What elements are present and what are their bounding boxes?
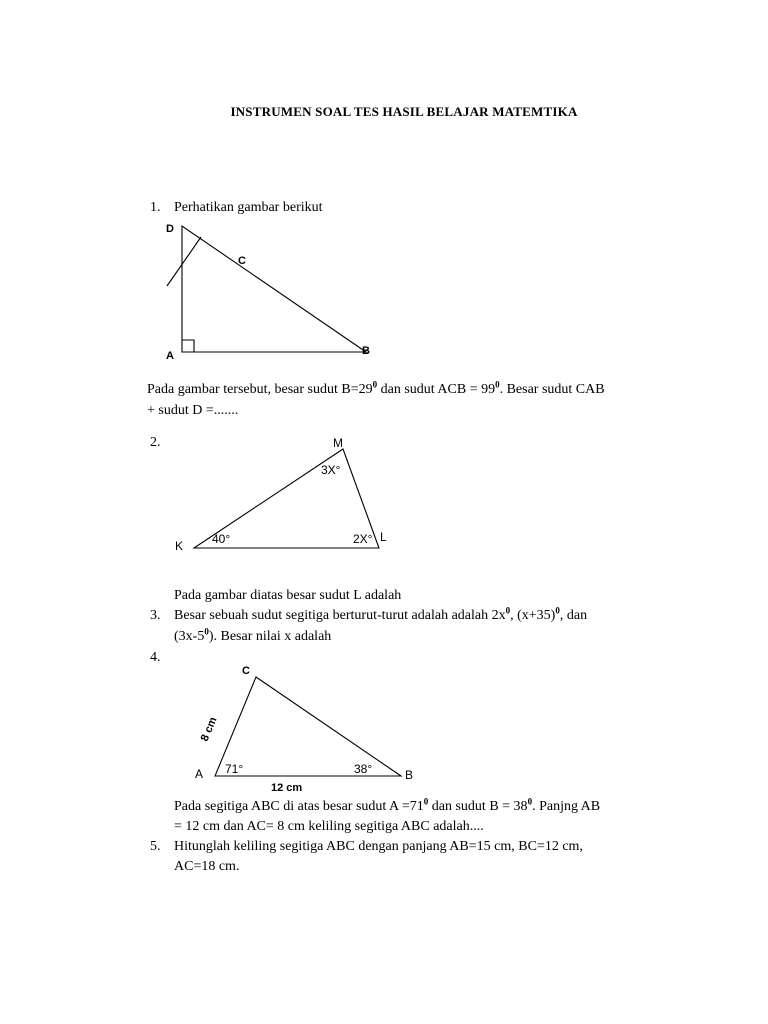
side-ac-label: 8 cm (198, 715, 220, 744)
angle-k-label: 40° (212, 532, 231, 546)
document-title: INSTRUMEN SOAL TES HASIL BELAJAR MATEMTIKA (230, 104, 578, 119)
question-3-text-line2: $(3x-5^0)$. Besar nilai x adalah (174, 626, 332, 644)
question-4-number: 4. (150, 650, 161, 665)
side-ab-label: 12 cm (271, 782, 303, 794)
question-1-lead: Perhatikan gambar berikut (174, 200, 323, 215)
label-k: K (175, 539, 184, 553)
label-d: D (166, 223, 174, 235)
question-5-text-line1: Hitunglah keliling segitiga ABC dengan panjang AB=15 cm, BC=12 cm, (174, 839, 583, 854)
label-a: A (166, 350, 174, 362)
question-5-text-line2: AC=18 cm. (174, 859, 240, 874)
angle-m-label: 3X° (321, 463, 341, 477)
question-2-text: Pada gambar diatas besar sudut L adalah (174, 588, 402, 603)
label-m: M (333, 436, 343, 450)
angle-l-label: 2X° (353, 532, 373, 546)
question-3-text-line1: Besar sebuah sudut segitiga berturut-turut adalah adalah $2x^0$, $(x+35)^0$, dan (174, 605, 588, 623)
question-1-number: 1. (150, 200, 161, 215)
question-5-number: 5. (150, 839, 161, 854)
angle-b-label: 38° (354, 762, 373, 776)
question-4-text-line2: = 12 cm dan AC= 8 cm keliling segitiga ABC adalah.... (174, 819, 484, 834)
label-l: L (380, 530, 387, 544)
question-2-number: 2. (150, 435, 161, 450)
question-4-text-line1: Pada segitiga ABC di atas besar sudut $A =71^0$ dan sudut $B = 38^0$. Panjng AB (174, 796, 601, 814)
question-3-number: 3. (150, 608, 161, 623)
question-1-text-line1: Pada gambar tersebut, besar sudut $B=29^0$ dan sudut ACB = $99^0$. Besar sudut CAB (147, 379, 605, 397)
angle-a-label: 71° (225, 762, 244, 776)
label-a: A (195, 767, 204, 781)
label-b: B (362, 345, 370, 357)
label-b: B (405, 768, 414, 782)
question-1-text-line2: + sudut D =....... (147, 403, 239, 418)
label-c: C (242, 665, 250, 677)
label-c: C (238, 255, 246, 267)
